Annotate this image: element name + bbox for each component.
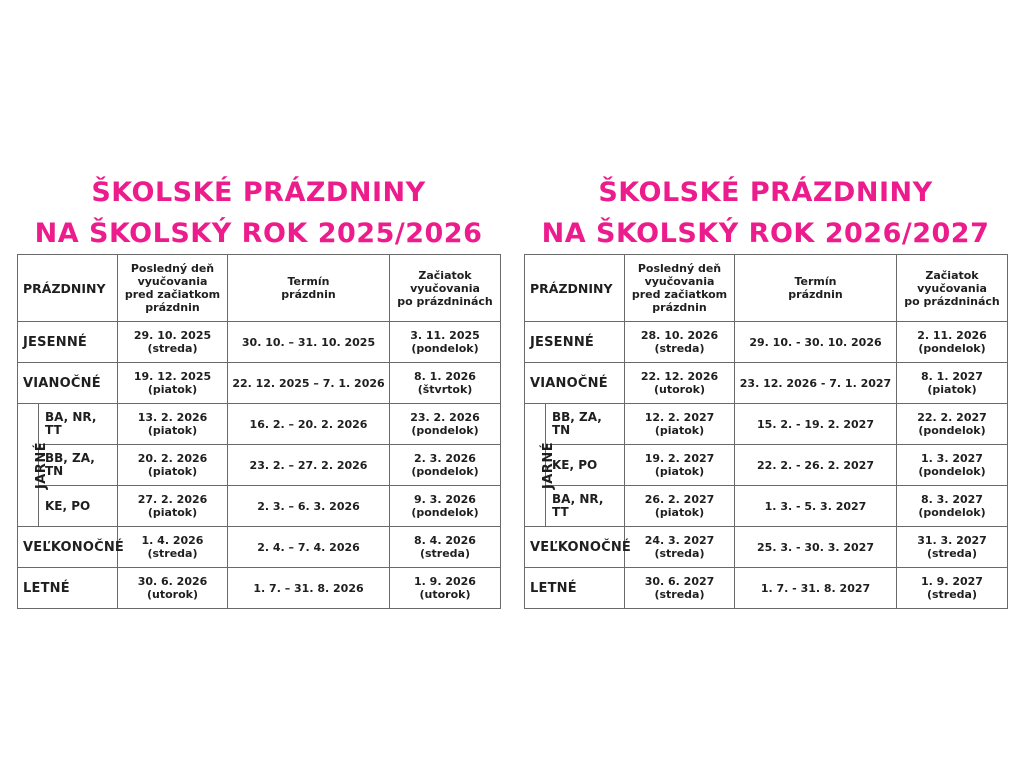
title-line-2: NA ŠKOLSKÝ ROK 2026/2027 xyxy=(541,218,990,249)
row-label: LETNÉ xyxy=(525,568,625,609)
header-line: po prázdninách xyxy=(397,294,493,308)
date: 30. 6. 2027 xyxy=(644,575,715,588)
weekday: (streda) xyxy=(654,547,705,560)
table-row xyxy=(18,404,501,445)
holiday-panel-2025-2026 xyxy=(17,172,500,609)
table-row xyxy=(525,527,1008,568)
term-cell: 23. 2. – 27. 2. 2026 xyxy=(228,445,390,486)
weekday: (utorok) xyxy=(654,383,705,396)
weekday: (štvrtok) xyxy=(417,383,473,396)
term-cell: 1. 7. - 31. 8. 2027 xyxy=(735,568,897,609)
weekday: (piatok) xyxy=(147,424,198,437)
term-cell: 16. 2. – 20. 2. 2026 xyxy=(228,404,390,445)
last-day-cell xyxy=(118,404,228,445)
start-cell xyxy=(897,404,1008,445)
date: 9. 3. 2026 xyxy=(414,493,476,506)
term-cell: 1. 3. - 5. 3. 2027 xyxy=(735,486,897,527)
last-day-cell xyxy=(625,527,735,568)
weekday: (pondelok) xyxy=(411,506,479,519)
term-cell: 30. 10. – 31. 10. 2025 xyxy=(228,322,390,363)
header-line: vyučovania xyxy=(644,275,715,288)
last-day-cell xyxy=(118,322,228,363)
row-label: LETNÉ xyxy=(18,568,118,609)
start-cell xyxy=(390,363,501,404)
last-day-cell xyxy=(625,486,735,527)
weekday: (streda) xyxy=(926,588,978,601)
header-line: pred začiatkom xyxy=(631,288,728,301)
term-cell: 15. 2. - 19. 2. 2027 xyxy=(735,404,897,445)
header-line: Posledný deň xyxy=(130,262,215,275)
last-day-cell xyxy=(625,322,735,363)
row-label: VIANOČNÉ xyxy=(18,363,118,404)
date: 2. 3. 2026 xyxy=(414,452,476,465)
table-header-row xyxy=(525,255,1008,322)
term-cell: 25. 3. - 30. 3. 2027 xyxy=(735,527,897,568)
start-cell xyxy=(390,527,501,568)
table-row xyxy=(18,445,501,486)
header-line: prázdnin xyxy=(652,301,707,314)
row-label: VIANOČNÉ xyxy=(525,363,625,404)
row-label: JESENNÉ xyxy=(18,322,118,363)
holiday-panel-2026-2027 xyxy=(524,172,1007,609)
header-line: Posledný deň xyxy=(637,262,722,275)
last-day-cell xyxy=(118,445,228,486)
date: 24. 3. 2027 xyxy=(644,534,715,547)
last-day-cell xyxy=(118,568,228,609)
term-cell: 1. 7. – 31. 8. 2026 xyxy=(228,568,390,609)
date: 8. 3. 2027 xyxy=(921,493,983,506)
weekday: (pondelok) xyxy=(918,342,986,355)
date: 3. 11. 2025 xyxy=(410,329,480,342)
table-row xyxy=(525,486,1008,527)
holiday-table xyxy=(524,254,1008,609)
term-cell: 2. 3. – 6. 3. 2026 xyxy=(228,486,390,527)
last-day-cell xyxy=(118,363,228,404)
weekday: (piatok) xyxy=(147,465,198,478)
term-cell: 23. 12. 2026 - 7. 1. 2027 xyxy=(735,363,897,404)
header-line: Termín xyxy=(794,275,837,288)
row-label: BB, ZA, TN xyxy=(546,404,625,445)
weekday: (piatok) xyxy=(147,506,198,519)
date: 8. 4. 2026 xyxy=(414,534,476,547)
row-label: KE, PO xyxy=(546,445,625,486)
weekday: (piatok) xyxy=(147,383,198,396)
date: 19. 12. 2025 xyxy=(133,370,212,383)
date: 23. 2. 2026 xyxy=(410,411,480,424)
date: 1. 9. 2027 xyxy=(921,575,983,588)
last-day-cell xyxy=(625,445,735,486)
header-line: vyučovania xyxy=(410,281,480,295)
term-cell: 22. 2. - 26. 2. 2027 xyxy=(735,445,897,486)
table-row xyxy=(525,404,1008,445)
date: 12. 2. 2027 xyxy=(644,411,715,424)
date: 28. 10. 2026 xyxy=(640,329,719,342)
title-line-1: ŠKOLSKÉ PRÁZDNINY xyxy=(91,177,426,208)
weekday: (pondelok) xyxy=(918,506,986,519)
date: 20. 2. 2026 xyxy=(137,452,208,465)
header-line: po prázdninách xyxy=(904,294,1000,308)
table-row xyxy=(18,363,501,404)
last-day-cell xyxy=(118,486,228,527)
header-line: Začiatok xyxy=(418,268,472,282)
table-row xyxy=(525,322,1008,363)
weekday: (streda) xyxy=(654,588,705,601)
date: 29. 10. 2025 xyxy=(133,329,212,342)
start-cell xyxy=(390,322,501,363)
last-day-cell xyxy=(625,568,735,609)
date: 8. 1. 2027 xyxy=(921,370,983,383)
weekday: (pondelok) xyxy=(411,465,479,478)
title-line-1: ŠKOLSKÉ PRÁZDNINY xyxy=(598,177,933,208)
date: 13. 2. 2026 xyxy=(137,411,208,424)
weekday: (streda) xyxy=(147,547,198,560)
weekday: (streda) xyxy=(419,547,471,560)
spring-label: JARNÉ xyxy=(541,441,557,489)
weekday: (piatok) xyxy=(927,383,977,396)
header-line: Začiatok xyxy=(925,268,979,282)
start-cell xyxy=(897,445,1008,486)
header-start xyxy=(390,255,501,322)
date: 30. 6. 2026 xyxy=(137,575,208,588)
header-line: prázdnin xyxy=(788,288,843,301)
term-cell: 22. 12. 2025 – 7. 1. 2026 xyxy=(228,363,390,404)
header-term xyxy=(735,255,897,322)
start-cell xyxy=(897,363,1008,404)
spring-label: JARNÉ xyxy=(34,441,50,489)
last-day-cell xyxy=(118,527,228,568)
date: 22. 2. 2027 xyxy=(917,411,987,424)
weekday: (pondelok) xyxy=(411,424,479,437)
table-row xyxy=(18,486,501,527)
table-row xyxy=(18,568,501,609)
table-row xyxy=(525,568,1008,609)
header-line: pred začiatkom xyxy=(124,288,221,301)
date: 1. 4. 2026 xyxy=(141,534,204,547)
date: 26. 2. 2027 xyxy=(644,493,715,506)
date: 27. 2. 2026 xyxy=(137,493,208,506)
weekday: (streda) xyxy=(926,547,978,560)
date: 31. 3. 2027 xyxy=(917,534,987,547)
start-cell xyxy=(390,445,501,486)
start-cell xyxy=(897,568,1008,609)
date: 2. 11. 2026 xyxy=(917,329,987,342)
header-term xyxy=(228,255,390,322)
start-cell xyxy=(897,322,1008,363)
table-row xyxy=(18,322,501,363)
row-label: JESENNÉ xyxy=(525,322,625,363)
header-line: prázdnin xyxy=(145,301,200,314)
date: 19. 2. 2027 xyxy=(644,452,715,465)
last-day-cell xyxy=(625,404,735,445)
header-line: prázdnin xyxy=(281,288,336,301)
header-last-day xyxy=(625,255,735,322)
weekday: (streda) xyxy=(147,342,198,355)
weekday: (piatok) xyxy=(654,506,705,519)
weekday: (streda) xyxy=(654,342,705,355)
weekday: (piatok) xyxy=(654,424,705,437)
header-start xyxy=(897,255,1008,322)
term-cell: 2. 4. – 7. 4. 2026 xyxy=(228,527,390,568)
last-day-cell xyxy=(625,363,735,404)
header-holidays: PRÁZDNINY xyxy=(525,255,625,322)
start-cell xyxy=(897,527,1008,568)
header-line: vyučovania xyxy=(137,275,208,288)
table-header-row xyxy=(18,255,501,322)
holiday-table xyxy=(17,254,501,609)
weekday: (pondelok) xyxy=(918,465,986,478)
row-label: KE, PO xyxy=(39,486,118,527)
panel-title xyxy=(524,172,1007,254)
weekday: (pondelok) xyxy=(411,342,479,355)
term-cell: 29. 10. - 30. 10. 2026 xyxy=(735,322,897,363)
table-row xyxy=(525,363,1008,404)
header-last-day xyxy=(118,255,228,322)
date: 1. 3. 2027 xyxy=(921,452,983,465)
date: 22. 12. 2026 xyxy=(640,370,719,383)
row-label: VEĽKONOČNÉ xyxy=(18,527,118,568)
header-holidays: PRÁZDNINY xyxy=(18,255,118,322)
date: 1. 9. 2026 xyxy=(414,575,476,588)
header-line: Termín xyxy=(287,275,330,288)
start-cell xyxy=(390,568,501,609)
title-line-2: NA ŠKOLSKÝ ROK 2025/2026 xyxy=(34,218,483,249)
date: 8. 1. 2026 xyxy=(414,370,476,383)
start-cell xyxy=(390,404,501,445)
row-label: BA, NR, TT xyxy=(546,486,625,527)
start-cell xyxy=(390,486,501,527)
panel-title xyxy=(17,172,500,254)
start-cell xyxy=(897,486,1008,527)
weekday: (utorok) xyxy=(419,588,471,601)
table-row xyxy=(525,445,1008,486)
row-label: VEĽKONOČNÉ xyxy=(525,527,625,568)
weekday: (piatok) xyxy=(654,465,705,478)
table-row xyxy=(18,527,501,568)
weekday: (utorok) xyxy=(147,588,198,601)
spring-label-cell xyxy=(525,404,557,527)
header-line: vyučovania xyxy=(917,281,987,295)
weekday: (pondelok) xyxy=(918,424,986,437)
spring-label-cell xyxy=(18,404,50,527)
row-label: BB, ZA, TN xyxy=(39,445,118,486)
row-label: BA, NR, TT xyxy=(39,404,118,445)
